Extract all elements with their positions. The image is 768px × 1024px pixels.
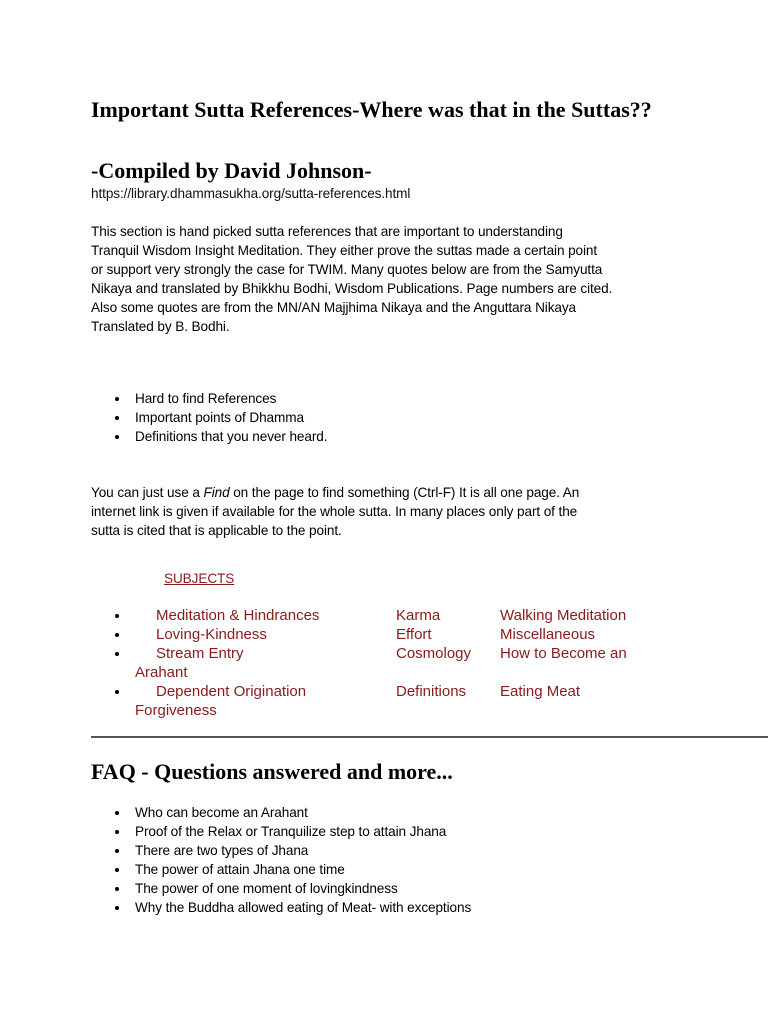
subject-link-eating-meat[interactable]: Eating Meat xyxy=(500,683,581,700)
intro-line: Translated by B. Bodhi. xyxy=(91,319,230,334)
intro-line: Tranquil Wisdom Insight Meditation. They either prove the suttas made a certain point xyxy=(91,243,598,258)
intro-line: Also some quotes are from the MN/AN Majjhima Nikaya and the Anguttara Nikaya xyxy=(91,300,577,315)
subject-link-how-to-become[interactable]: How to Become an xyxy=(500,645,627,662)
subject-link-miscellaneous[interactable]: Miscellaneous xyxy=(500,626,596,643)
subject-link-definitions[interactable]: Definitions xyxy=(396,683,467,700)
subjects-row xyxy=(91,625,751,644)
faq-heading: FAQ - Questions answered and more... xyxy=(91,759,453,784)
page-title: Important Sutta References-Where was that in the Suttas?? xyxy=(91,97,652,122)
faq-item: There are two types of Jhana xyxy=(91,841,471,860)
list-item: Definitions that you never heard. xyxy=(91,427,327,446)
faq-list xyxy=(91,803,471,917)
find-text: on the page to find something (Ctrl-F) It is all one page. An xyxy=(229,485,580,500)
find-text: You can just use a xyxy=(91,485,204,500)
subject-link-forgiveness[interactable]: Forgiveness xyxy=(135,702,217,719)
find-paragraph xyxy=(91,483,691,540)
intro-line: Nikaya and translated by Bhikkhu Bodhi, Wisdom Publications. Page numbers are cited. xyxy=(91,281,613,296)
subject-link-dependent-origination[interactable]: Dependent Origination xyxy=(156,683,307,700)
faq-item: Why the Buddha allowed eating of Meat- with exceptions xyxy=(91,898,471,917)
list-item: Hard to find References xyxy=(91,389,327,408)
find-line-1 xyxy=(91,483,691,502)
subjects-row xyxy=(91,682,751,720)
find-line-2: internet link is given if available for the whole sutta. In many places only part of the xyxy=(91,504,578,519)
subject-link-karma[interactable]: Karma xyxy=(396,607,441,624)
intro-line: or support very strongly the case for TWIM. Many quotes below are from the Samyutta xyxy=(91,262,603,277)
subject-link-effort[interactable]: Effort xyxy=(396,626,432,643)
feature-list xyxy=(91,389,327,446)
list-item: Important points of Dhamma xyxy=(91,408,327,427)
faq-item: Who can become an Arahant xyxy=(91,803,471,822)
intro-line: This section is hand picked sutta references that are important to understanding xyxy=(91,224,563,239)
faq-item: Proof of the Relax or Tranquilize step to attain Jhana xyxy=(91,822,471,841)
subject-link-arahant[interactable]: Arahant xyxy=(135,664,188,681)
subject-link-cosmology[interactable]: Cosmology xyxy=(396,645,472,662)
subject-link-stream-entry[interactable]: Stream Entry xyxy=(156,645,244,662)
horizontal-divider xyxy=(91,736,768,738)
subjects-row xyxy=(91,606,751,625)
source-url: https://library.dhammasukha.org/sutta-references.html xyxy=(91,186,411,201)
faq-item: The power of attain Jhana one time xyxy=(91,860,471,879)
subject-link-loving-kindness[interactable]: Loving-Kindness xyxy=(156,626,267,643)
subjects-row xyxy=(91,644,751,682)
faq-item: The power of one moment of lovingkindness xyxy=(91,879,471,898)
subject-link-meditation-hindrances[interactable]: Meditation & Hindrances xyxy=(156,607,320,624)
intro-paragraph xyxy=(91,222,681,336)
subjects-link[interactable]: SUBJECTS xyxy=(164,571,235,586)
find-emphasis: Find xyxy=(203,485,230,500)
author-line: -Compiled by David Johnson- xyxy=(91,158,372,183)
find-line-3: sutta is cited that is applicable to the point. xyxy=(91,523,342,538)
subjects-list xyxy=(91,606,751,720)
subject-link-walking-meditation[interactable]: Walking Meditation xyxy=(500,607,627,624)
